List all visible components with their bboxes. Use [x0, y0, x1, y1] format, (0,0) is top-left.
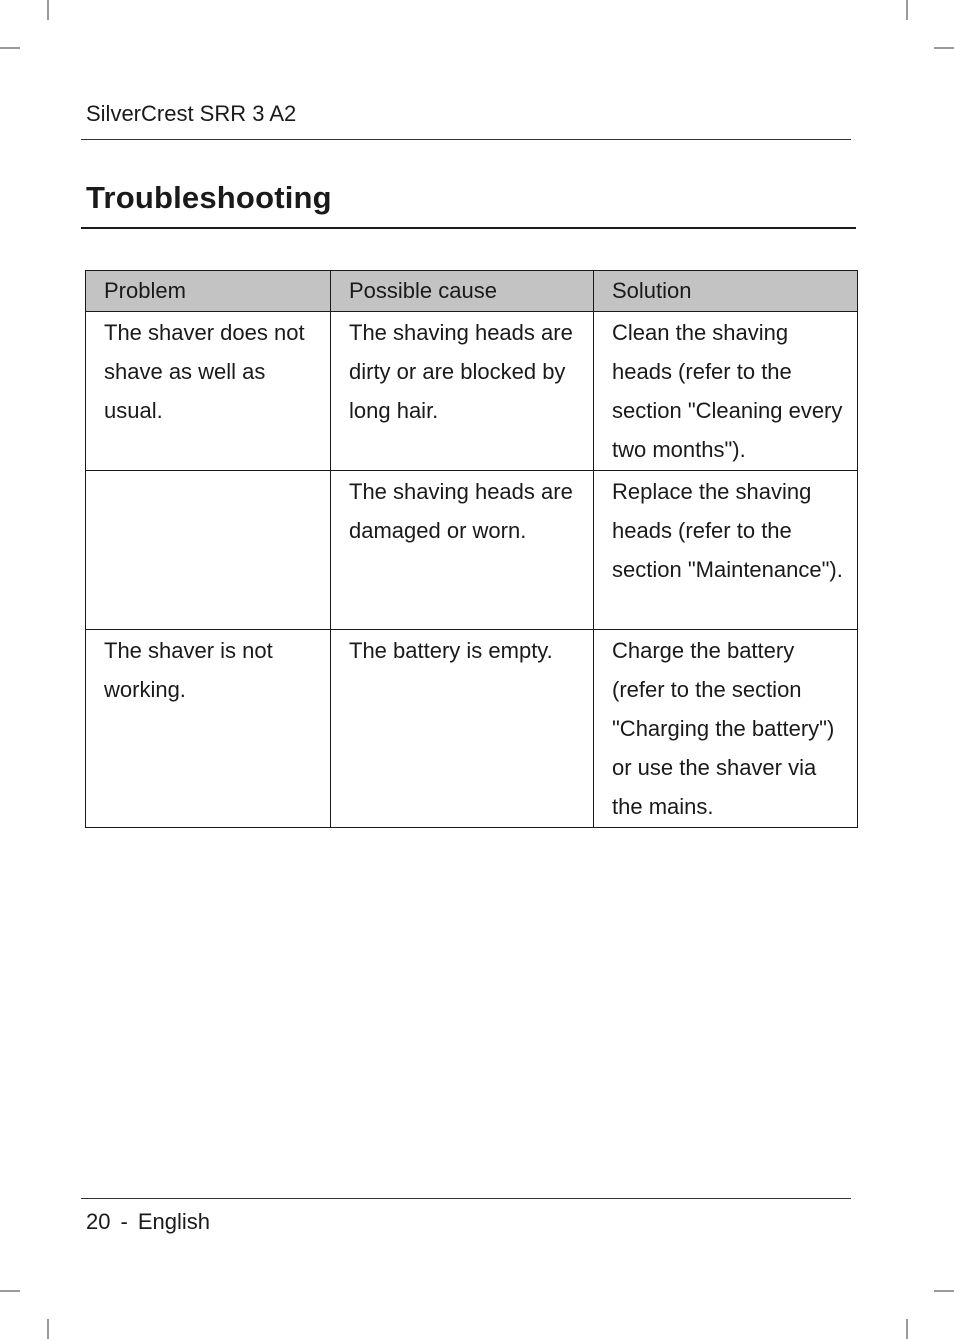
crop-mark	[934, 47, 954, 49]
cell-cause: The shaving heads are dirty or are blocked by long hair.	[331, 312, 594, 471]
page-footer	[86, 1208, 210, 1236]
crop-mark	[906, 0, 908, 20]
title-rule	[81, 227, 856, 229]
crop-mark	[47, 0, 49, 20]
cell-problem: The shaver does not shave as well as usual.	[86, 312, 331, 471]
cell-solution: Charge the battery (refer to the section "Charging the battery") or use the shaver via the mains.	[594, 630, 858, 828]
table-row	[86, 471, 858, 630]
cell-solution: Clean the shaving heads (refer to the section "Cleaning every two months").	[594, 312, 858, 471]
crop-mark	[906, 1319, 908, 1339]
column-header-problem: Problem	[86, 271, 331, 312]
table-row	[86, 312, 858, 471]
running-header: SilverCrest SRR 3 A2	[86, 101, 297, 126]
troubleshooting-table	[85, 270, 858, 828]
footer-separator: -	[120, 1209, 128, 1234]
cell-cause: The shaving heads are damaged or worn.	[331, 471, 594, 630]
table-row	[86, 630, 858, 828]
cell-cause: The battery is empty.	[331, 630, 594, 828]
table-header-row	[86, 271, 858, 312]
crop-mark	[934, 1290, 954, 1292]
crop-mark	[0, 1290, 20, 1292]
header-rule	[81, 139, 851, 140]
cell-problem	[86, 471, 331, 630]
column-header-cause: Possible cause	[331, 271, 594, 312]
column-header-solution: Solution	[594, 271, 858, 312]
cell-problem: The shaver is not working.	[86, 630, 331, 828]
cell-solution: Replace the shaving heads (refer to the section "Maintenance").	[594, 471, 858, 630]
crop-mark	[47, 1319, 49, 1339]
page-title: Troubleshooting	[86, 180, 332, 215]
footer-language: English	[137, 1209, 210, 1234]
footer-rule	[81, 1198, 851, 1199]
crop-mark	[0, 47, 20, 49]
page-number: 20	[86, 1209, 111, 1234]
